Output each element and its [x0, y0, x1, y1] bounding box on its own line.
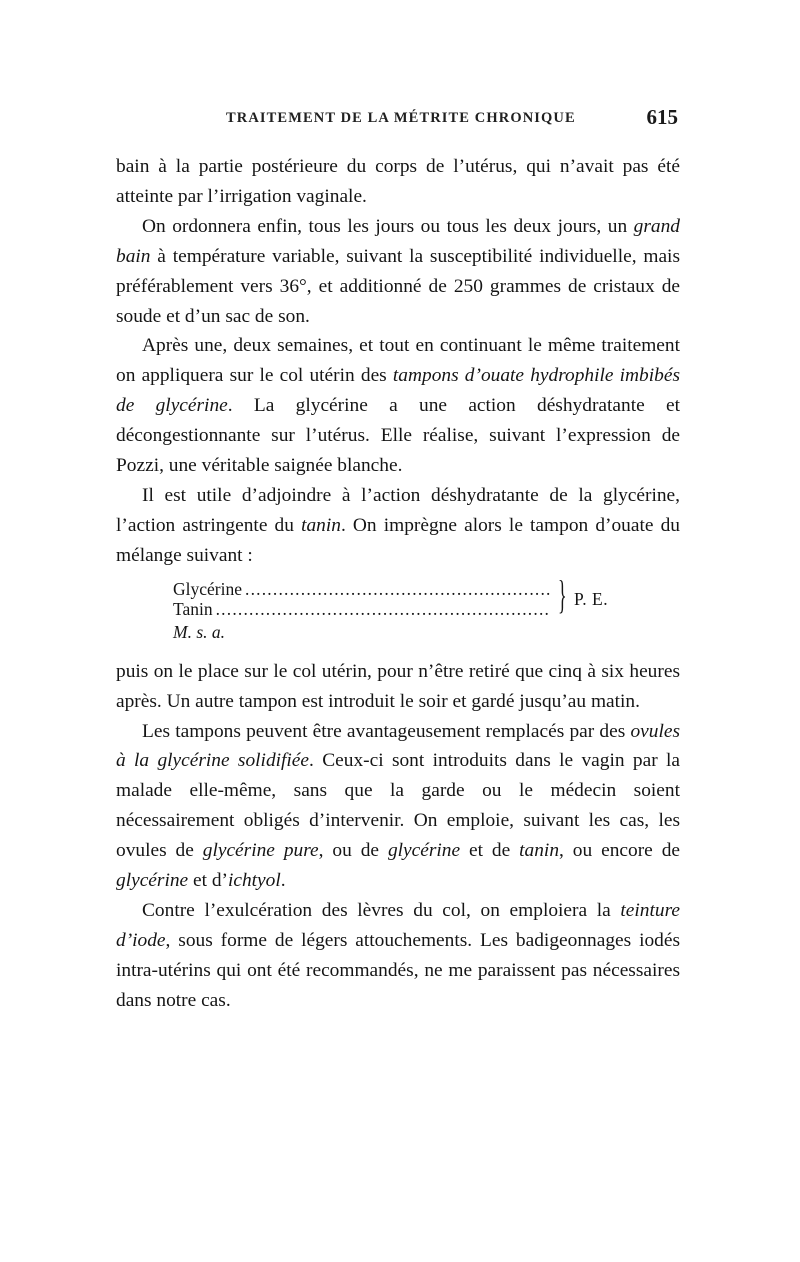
brace-glyph: }	[558, 571, 567, 617]
italic-run: ichtyol	[227, 870, 281, 892]
text-run: et d’	[188, 870, 228, 892]
ingredient-name: Tanin	[173, 598, 213, 619]
recipe-row-tanin	[173, 595, 553, 625]
text-run: Après une, deux semaines, et tout en continuant le même traitement on appliquera sur le col utérin des	[116, 335, 680, 387]
italic-run: glycérine	[387, 840, 461, 862]
running-head: TRAITEMENT DE LA MÉTRITE CHRONIQUE	[226, 110, 576, 126]
paragraph-5: puis on le place sur le col utérin, pour n’être retiré que cinq à six heures après. Un autre tampon est introduit le soir et gardé jusqu’au matin.	[116, 660, 680, 712]
text-run: Il est utile d’adjoindre à l’action déshydratante de la glycérine, l’action astringente du	[116, 484, 680, 536]
italic-run: tanin	[519, 840, 560, 862]
text-run: . La glycérine a une action déshydratante et décongestionnante sur l’utérus. Elle réalise, suivant l’expression de Pozzi, une véritable saignée blanche.	[116, 395, 680, 477]
page-header	[116, 104, 680, 136]
text-run: . On imprègne alors le tampon d’ouate du mélange suivant :	[116, 514, 680, 566]
italic-run: grand bain	[116, 215, 680, 267]
text-run: Contre l’exulcération des lèvres du col, on emploiera la	[142, 899, 621, 921]
ingredient-name: Glycérine	[173, 578, 242, 599]
text-run: .	[280, 870, 286, 892]
paragraph-3	[116, 331, 680, 481]
text-run: Les tampons peuvent être avantageusement remplacés par des	[142, 720, 631, 742]
recipe-quantity: P. E.	[574, 588, 609, 609]
text-run: , sous forme de légers attouchements. Les badigeonnages iodés intra-utérins qui ont été recommandés, ne me paraissent pas nécessaires dans notre cas.	[116, 929, 680, 1011]
leader-dots	[216, 595, 550, 625]
page-number: 615	[646, 105, 678, 129]
recipe-instruction: M. s. a.	[173, 621, 226, 642]
body-text	[116, 152, 680, 1016]
text-run: et de	[460, 840, 520, 862]
italic-run: tanin	[301, 514, 341, 536]
italic-run: teinture d’iode	[116, 899, 680, 951]
book-page	[116, 104, 680, 1016]
paragraph-1: bain à la partie postérieure du corps de l’utérus, qui n’avait pas été atteinte par l’irrigation vaginale.	[116, 156, 680, 207]
text-run: , ou encore de	[559, 840, 680, 862]
italic-run: tampons d’ouate hydrophile imbibés de glycérine	[116, 365, 680, 417]
italic-run: ovules à la glycérine solidifiée	[116, 720, 680, 772]
paragraph-6	[116, 717, 680, 896]
text-run: . Ceux-ci sont introduits dans le vagin par la malade elle-même, sans que la garde ou le médecin soient nécessairement obligés d’intervenir. On emploie, suivant les cas, les ovules de	[116, 750, 681, 862]
text-run: à température variable, suivant la susceptibilité individuelle, mais préférablement vers 36°, et additionné de 250 grammes de cristaux de soude et d’un sac de son.	[116, 245, 680, 327]
text-run: , ou de	[318, 840, 388, 862]
paragraph-4	[116, 481, 680, 571]
paragraph-2	[116, 212, 680, 332]
recipe-formula	[116, 571, 680, 647]
paragraph-7	[116, 896, 680, 1016]
text-run: On ordonnera enfin, tous les jours ou tous les deux jours, un	[142, 215, 634, 237]
italic-run: glycérine	[116, 870, 189, 892]
italic-run: glycérine pure	[202, 840, 319, 862]
